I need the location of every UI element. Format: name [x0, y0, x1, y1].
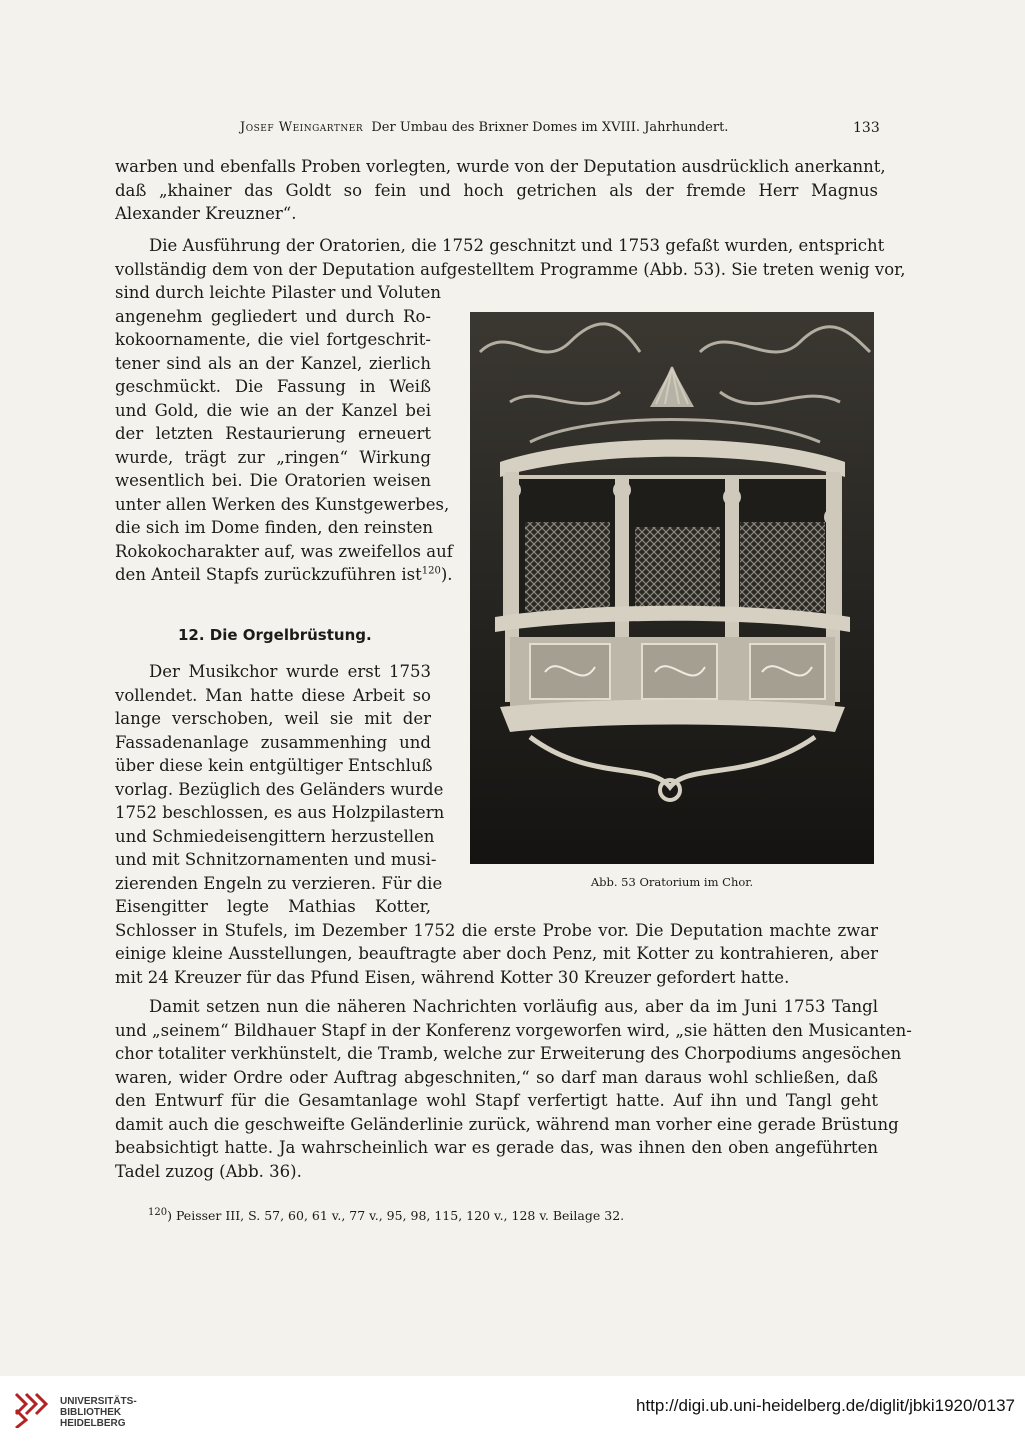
text-line: Damit setzen nun die näheren Nachrichten vorläufig aus, aber da im Juni 1753 Tangl	[149, 997, 878, 1016]
text-line: lange verschoben, weil sie mit der	[115, 709, 431, 728]
text-line-end: ).	[440, 565, 453, 584]
header-author: Josef Weingartner	[240, 120, 364, 135]
text-line: über diese kein entgültiger Entschluß	[115, 756, 433, 775]
footnote-number: 120	[148, 1206, 168, 1218]
text-line: und Schmiedeisengittern herzustellen	[115, 827, 435, 846]
header-title: Der Umbau des Brixner Domes im XVIII. Jahrhundert.	[371, 120, 729, 135]
text-line: und mit Schnitzornamenten und musi-	[115, 850, 437, 869]
text-line: Der Musikchor wurde erst 1753	[149, 662, 431, 681]
text-line: einige kleine Ausstellungen, beauftragte aber doch Penz, mit Kotter zu kontrahieren, aber	[115, 944, 878, 963]
library-line: UNIVERSITÄTS-	[60, 1396, 137, 1407]
text-line: mit 24 Kreuzer für das Pfund Eisen, während Kotter 30 Kreuzer gefordert hatte.	[115, 968, 790, 987]
text-line: beabsichtigt hatte. Ja wahrscheinlich war es gerade das, was ihnen den oben angeführten	[115, 1138, 878, 1157]
text-line: sind durch leichte Pilaster und Voluten	[115, 283, 442, 302]
footnote-text: ) Peisser III, S. 57, 60, 61 v., 77 v., 95, 98, 115, 120 v., 128 v. Beilage 32.	[167, 1208, 625, 1223]
text-line: die sich im Dome finden, den reinsten	[115, 518, 434, 537]
library-name	[60, 1396, 137, 1429]
running-header	[240, 120, 880, 135]
text-line: und Gold, die wie an der Kanzel bei	[115, 401, 431, 420]
footer-bar	[0, 1376, 1025, 1454]
text-line: warben und ebenfalls Proben vorlegten, wurde von der Deputation ausdrücklich anerkannt,	[115, 157, 886, 176]
text-line: wurde, trägt zur „ringen“ Wirkung	[115, 448, 431, 467]
figure-caption: Abb. 53 Oratorium im Chor.	[590, 875, 754, 889]
text-line: unter allen Werken des Kunstgewerbes,	[115, 495, 450, 514]
library-line: BIBLIOTHEK	[60, 1407, 122, 1418]
text-line: vollendet. Man hatte diese Arbeit so	[115, 686, 431, 705]
text-line: 1752 beschlossen, es aus Holzpilastern	[115, 803, 445, 822]
text-line: und „seinem“ Bildhauer Stapf in der Konferenz vorgeworfen wird, „sie hätten den Musicanten-	[115, 1021, 912, 1040]
text-line: Alexander Kreuzner“.	[115, 204, 297, 223]
text-line: vollständig dem von der Deputation aufgestelltem Programme (Abb. 53). Sie treten wenig vor,	[115, 260, 906, 279]
text-line: daß „khainer das Goldt so fein und hoch getrichen als der fremde Herr Magnus	[115, 181, 878, 200]
text-line: Die Ausführung der Oratorien, die 1752 geschnitzt und 1753 gefaßt wurden, entspricht	[149, 236, 885, 255]
text-line: der letzten Restaurierung erneuert	[115, 424, 431, 443]
source-url[interactable]: http://digi.ub.uni-heidelberg.de/diglit/jbki1920/0137	[636, 1396, 1015, 1415]
text-line-body: den Anteil Stapfs zurückzuführen ist	[115, 565, 422, 584]
text-line: Fassadenanlage zusammenhing und	[115, 733, 431, 752]
text-line: geschmückt. Die Fassung in Weiß	[115, 377, 431, 396]
text-line: wesentlich bei. Die Oratorien weisen	[115, 471, 431, 490]
page-number: 133	[853, 120, 880, 136]
library-logo-icon	[12, 1386, 54, 1428]
text-line: den Entwurf für die Gesamtanlage wohl Stapf verfertigt hatte. Auf ihn und Tangl geht	[115, 1091, 878, 1110]
library-line: HEIDELBERG	[60, 1418, 126, 1429]
text-line: Rokokocharakter auf, was zweifellos auf	[115, 542, 453, 561]
text-line	[115, 563, 453, 586]
text-line: vorlag. Bezüglich des Geländers wurde	[115, 780, 444, 799]
text-line: waren, wider Ordre oder Auftrag abgeschniten,“ so darf man daraus wohl schließen, daß	[115, 1068, 878, 1087]
text-line: angenehm gegliedert und durch Ro-	[115, 307, 431, 326]
text-line: chor totaliter verkhünstelt, die Tramb, welche zur Erweiterung des Chorpodiums angesöchen	[115, 1044, 902, 1063]
text-line: tener sind als an der Kanzel, zierlich	[115, 354, 431, 373]
text-line: Schlosser in Stufels, im Dezember 1752 die erste Probe vor. Die Deputation machte zwar	[115, 921, 878, 940]
footnote	[148, 1208, 624, 1223]
text-line: kokoornamente, die viel fortgeschrit-	[115, 330, 431, 349]
text-line: Tadel zuzog (Abb. 36).	[115, 1162, 302, 1181]
section-heading: 12. Die Orgelbrüstung.	[178, 626, 372, 644]
footnote-ref: 120	[421, 565, 441, 577]
text-line: zierenden Engeln zu verzieren. Für die	[115, 874, 443, 893]
text-line: Eisengitter legte Mathias Kotter,	[115, 897, 431, 916]
text-line: damit auch die geschweifte Geländerlinie zurück, während man vorher eine gerade Brüstung	[115, 1115, 899, 1134]
oratorium-photo	[470, 312, 874, 864]
